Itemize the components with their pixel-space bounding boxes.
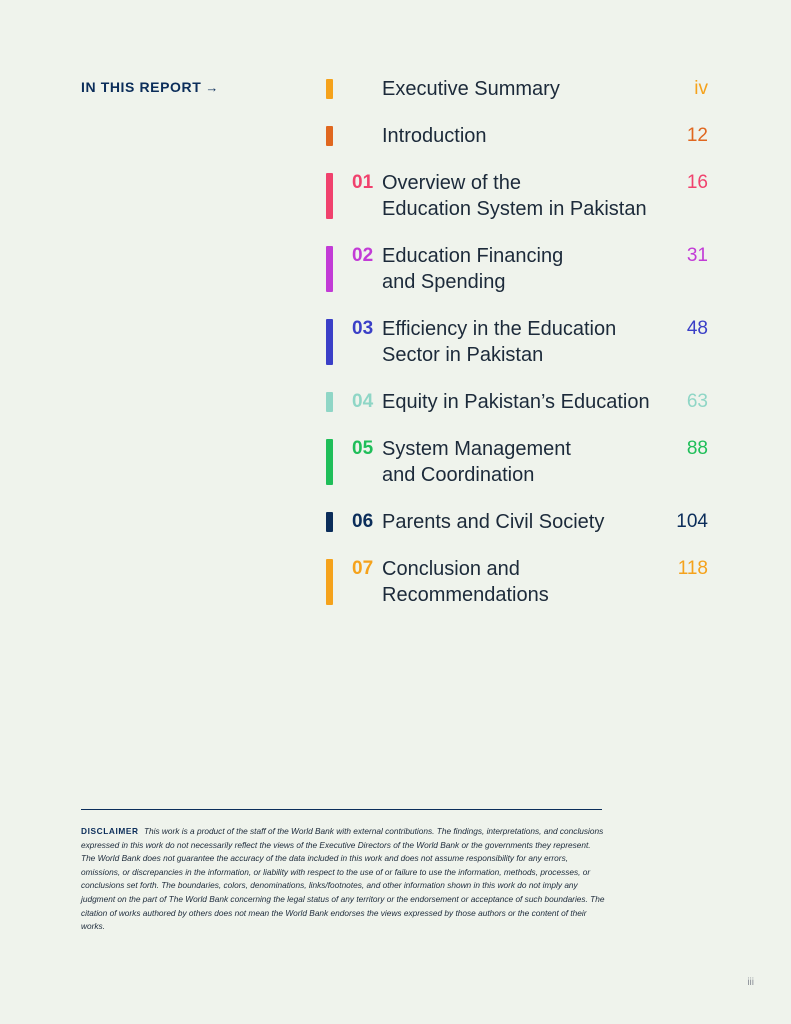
toc-title-line: Sector in Pakistan [382, 344, 544, 366]
toc-color-bar [326, 246, 333, 292]
toc-entry[interactable] [326, 389, 716, 415]
toc-page-number: 48 [686, 318, 708, 339]
page-number: iii [747, 977, 754, 988]
toc-color-bar [326, 512, 333, 532]
toc-title [382, 556, 672, 608]
toc-entry[interactable] [326, 509, 716, 535]
toc-title [382, 243, 672, 295]
toc-page-number: 118 [677, 558, 708, 579]
toc-page-number: 104 [676, 511, 708, 532]
toc-title-line: Parents and Civil Society [382, 511, 605, 533]
in-this-report-text: IN THIS REPORT [81, 79, 202, 95]
toc-title-line: Recommendations [382, 584, 549, 606]
toc-page-number: 16 [686, 172, 708, 193]
toc-color-bar [326, 559, 333, 605]
toc-title-line: Executive Summary [382, 78, 560, 100]
toc-chapter-number: 02 [352, 245, 374, 266]
toc-chapter-number: 03 [352, 318, 374, 339]
toc-title-line: and Spending [382, 271, 506, 293]
disclaimer [81, 825, 606, 934]
toc-title-line: Equity in Pakistan’s Education [382, 391, 650, 413]
toc-entry[interactable] [326, 243, 716, 295]
toc-title-line: Conclusion and [382, 558, 520, 580]
toc-title [382, 509, 672, 535]
toc-page-number: 63 [686, 391, 708, 412]
toc-color-bar [326, 319, 333, 365]
toc-page-number: 88 [686, 438, 708, 459]
toc-chapter-number: 05 [352, 438, 374, 459]
toc-chapter-number: 06 [352, 511, 374, 532]
disclaimer-divider [81, 809, 602, 810]
toc-title-line: and Coordination [382, 464, 535, 486]
disclaimer-body: This work is a product of the staff of the World Bank with external contributions. The findings, interpretations, and conclusions expressed in this work do not necessarily reflect the views of the Executive Directors of the World Bank or the governments they represent. The World Bank does not guarantee the accuracy of the data included in this work and does not assume responsibility for any errors, omissions, or discrepancies in the information, or liability with respect to the use of or failure to use the information, methods, processes, or conclusions set forth. The boundaries, colors, denominations, links/footnotes, and other information shown in this work do not imply any judgment on the part of The World Bank concerning the legal status of any territory or the endorsement or acceptance of such boundaries. The citation of works authored by others does not mean the World Bank endorses the views expressed by those authors or the content of their works. [81, 826, 605, 932]
toc-entry[interactable] [326, 123, 716, 149]
toc-color-bar [326, 439, 333, 485]
toc-color-bar [326, 126, 333, 146]
toc-entry[interactable] [326, 170, 716, 222]
toc-title [382, 76, 672, 102]
toc-title [382, 170, 672, 222]
toc-color-bar [326, 79, 333, 99]
toc-page-number: iv [694, 78, 708, 99]
toc-title-line: Education System in Pakistan [382, 198, 647, 220]
toc-chapter-number: 01 [352, 172, 374, 193]
toc-color-bar [326, 392, 333, 412]
toc-title-line: Efficiency in the Education [382, 318, 617, 340]
toc-title-line: Introduction [382, 125, 487, 147]
arrow-right-icon: → [205, 80, 220, 95]
toc-page-number: 12 [686, 125, 708, 146]
in-this-report-label [81, 79, 219, 95]
toc-title [382, 316, 672, 368]
toc-title-line: Education Financing [382, 245, 564, 267]
disclaimer-lead: DISCLAIMER [81, 826, 139, 836]
toc-entry[interactable] [326, 316, 716, 368]
toc-chapter-number: 04 [352, 391, 374, 412]
toc-entry[interactable] [326, 556, 716, 608]
toc-title [382, 123, 672, 149]
toc-title [382, 389, 672, 415]
toc-chapter-number: 07 [352, 558, 374, 579]
toc-title-line: Overview of the [382, 172, 521, 194]
toc-entry[interactable] [326, 76, 716, 102]
toc-color-bar [326, 173, 333, 219]
toc-entry[interactable] [326, 436, 716, 488]
toc-page-number: 31 [686, 245, 708, 266]
toc-title-line: System Management [382, 438, 571, 460]
toc-title [382, 436, 672, 488]
